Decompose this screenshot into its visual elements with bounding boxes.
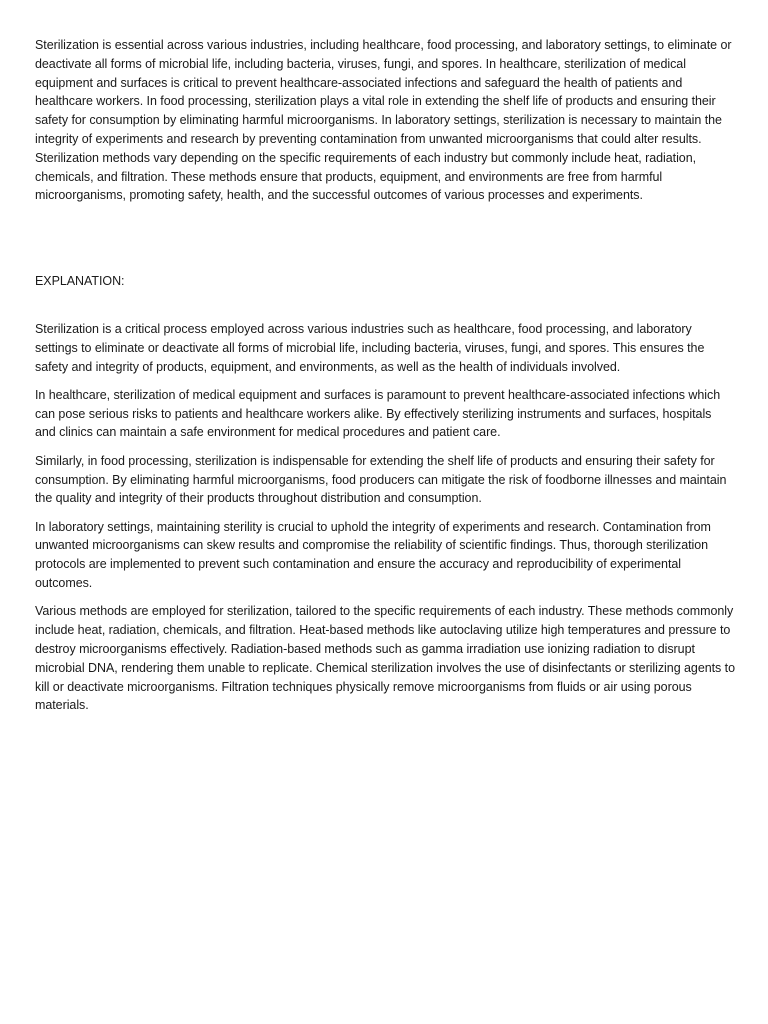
intro-paragraph: Sterilization is essential across various industries, including healthcare, food processing, and laboratory settings, to eliminate or deactivate all forms of microbial life, including bacteria, viruses, fungi, and spores. In healthcare, sterilization of medical equipment and surfaces is critical to prevent healthcare-associated infections and safeguard the health of patients and healthcare workers. In food processing, sterilization plays a vital role in extending the shelf life of products and ensuring their safety for consumption by eliminating harmful microorganisms. In laboratory settings, sterilization is necessary to maintain the integrity of experiments and research by preventing contamination from unwanted microorganisms that could alter results. Sterilization methods vary depending on the specific requirements of each industry but commonly include heat, radiation, chemicals, and filtration. These methods ensure that products, equipment, and environments are free from harmful microorganisms, promoting safety, health, and the successful outcomes of various processes and experiments. bbox=[35, 38, 732, 203]
explanation-paragraph: Various methods are employed for sterilization, tailored to the specific requirements of each industry. These methods commonly include heat, radiation, chemicals, and filtration. Heat-based methods like autoclaving utilize high temperatures and pressure to destroy microorganisms effectively. Radiation-based methods such as gamma irradiation use ionizing radiation to disrupt microbial DNA, rendering them unable to replicate. Chemical sterilization involves the use of disinfectants or sterilizing agents to kill or deactivate microorganisms. Filtration techniques physically remove microorganisms from fluids or air using porous materials. bbox=[35, 604, 735, 713]
explanation-paragraph: In healthcare, sterilization of medical equipment and surfaces is paramount to prevent healthcare-associated infections which can pose serious risks to patients and healthcare workers alike. By effectively sterilizing instruments and surfaces, hospitals and clinics can maintain a safe environment for medical procedures and patient care. bbox=[35, 387, 721, 440]
document-page bbox=[35, 36, 735, 715]
explanation-paragraph: In laboratory settings, maintaining sterility is crucial to uphold the integrity of experiments and research. Contamination from unwanted microorganisms can skew results and compromise the reliability of scientific findings. Thus, thorough sterilization protocols are implemented to prevent such contamination and ensure the accuracy and reproducibility of experimental outcomes. bbox=[35, 519, 711, 591]
explanation-paragraph: Sterilization is a critical process employed across various industries such as healthcare, food processing, and laboratory settings to eliminate or deactivate all forms of microbial life, including bacteria, viruses, fungi, and spores. This ensures the safety and integrity of products, equipment, and environments, as well as the health of individuals involved. bbox=[35, 321, 705, 374]
explanation-body bbox=[35, 320, 735, 715]
explanation-paragraph: Similarly, in food processing, sterilization is indispensable for extending the shelf life of products and ensuring their safety for consumption. By eliminating harmful microorganisms, food producers can mitigate the risk of foodborne illnesses and maintain the quality and integrity of their products throughout distribution and consumption. bbox=[35, 453, 727, 506]
explanation-heading: EXPLANATION: bbox=[35, 274, 125, 289]
